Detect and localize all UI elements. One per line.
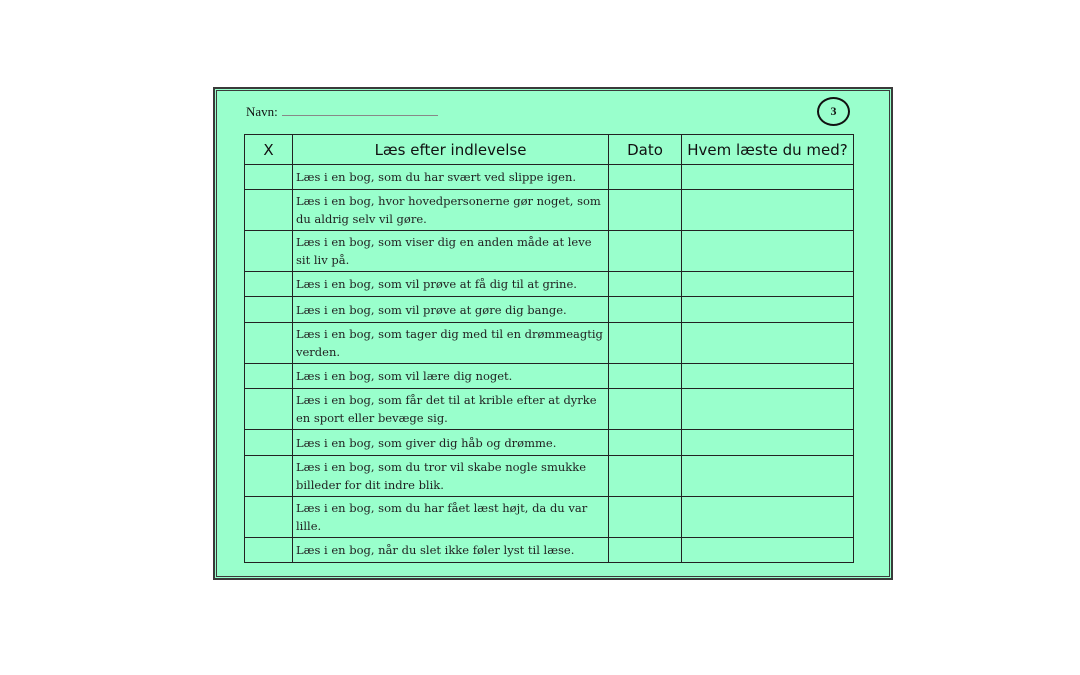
checkbox-cell[interactable] <box>245 231 293 272</box>
table-row <box>245 165 854 190</box>
date-cell[interactable] <box>609 364 682 389</box>
name-field <box>246 103 438 120</box>
date-cell[interactable] <box>609 165 682 190</box>
date-cell[interactable] <box>609 497 682 538</box>
date-cell[interactable] <box>609 456 682 497</box>
partner-cell[interactable] <box>682 430 854 456</box>
task-cell: Læs i en bog, som giver dig håb og drømme. <box>293 430 609 456</box>
date-cell[interactable] <box>609 231 682 272</box>
partner-cell[interactable] <box>682 389 854 430</box>
checkbox-cell[interactable] <box>245 364 293 389</box>
table-row <box>245 389 854 430</box>
task-cell: Læs i en bog, som viser dig en anden måde at leve sit liv på. <box>293 231 609 272</box>
checkbox-cell[interactable] <box>245 497 293 538</box>
date-cell[interactable] <box>609 297 682 323</box>
partner-cell[interactable] <box>682 538 854 563</box>
task-cell: Læs i en bog, som får det til at krible efter at dyrke en sport eller bevæge sig. <box>293 389 609 430</box>
table-header-row <box>245 135 854 165</box>
task-cell: Læs i en bog, hvor hovedpersonerne gør noget, som du aldrig selv vil gøre. <box>293 190 609 231</box>
date-cell[interactable] <box>609 190 682 231</box>
date-cell[interactable] <box>609 538 682 563</box>
checkbox-cell[interactable] <box>245 323 293 364</box>
checkbox-cell[interactable] <box>245 272 293 297</box>
checkbox-cell[interactable] <box>245 165 293 190</box>
name-input-line[interactable] <box>282 103 438 116</box>
task-cell: Læs i en bog, som du har svært ved slippe igen. <box>293 165 609 190</box>
partner-cell[interactable] <box>682 165 854 190</box>
partner-cell[interactable] <box>682 297 854 323</box>
checkbox-cell[interactable] <box>245 389 293 430</box>
task-cell: Læs i en bog, som vil prøve at få dig til at grine. <box>293 272 609 297</box>
partner-cell[interactable] <box>682 497 854 538</box>
task-cell: Læs i en bog, som du har fået læst højt, da du var lille. <box>293 497 609 538</box>
checkbox-cell[interactable] <box>245 430 293 456</box>
task-cell: Læs i en bog, når du slet ikke føler lyst til læse. <box>293 538 609 563</box>
table-row <box>245 430 854 456</box>
date-cell[interactable] <box>609 430 682 456</box>
column-header-date: Dato <box>609 135 682 165</box>
checkbox-cell[interactable] <box>245 538 293 563</box>
checkbox-cell[interactable] <box>245 297 293 323</box>
date-cell[interactable] <box>609 389 682 430</box>
table-row <box>245 497 854 538</box>
table-row <box>245 538 854 563</box>
column-header-task: Læs efter indlevelse <box>293 135 609 165</box>
table-row <box>245 323 854 364</box>
page-number: 3 <box>830 104 837 118</box>
table-row <box>245 456 854 497</box>
table-row <box>245 190 854 231</box>
task-cell: Læs i en bog, som du tror vil skabe nogle smukke billeder for dit indre blik. <box>293 456 609 497</box>
partner-cell[interactable] <box>682 190 854 231</box>
date-cell[interactable] <box>609 323 682 364</box>
partner-cell[interactable] <box>682 272 854 297</box>
name-label: Navn: <box>246 104 278 119</box>
partner-cell[interactable] <box>682 364 854 389</box>
task-cell: Læs i en bog, som vil prøve at gøre dig bange. <box>293 297 609 323</box>
checkbox-cell[interactable] <box>245 190 293 231</box>
task-cell: Læs i en bog, som tager dig med til en drømmeagtig verden. <box>293 323 609 364</box>
checkbox-cell[interactable] <box>245 456 293 497</box>
table-row <box>245 231 854 272</box>
date-cell[interactable] <box>609 272 682 297</box>
worksheet <box>213 87 893 580</box>
page-number-badge <box>817 97 850 126</box>
task-cell: Læs i en bog, som vil lære dig noget. <box>293 364 609 389</box>
partner-cell[interactable] <box>682 323 854 364</box>
reading-table <box>244 134 854 563</box>
partner-cell[interactable] <box>682 231 854 272</box>
partner-cell[interactable] <box>682 456 854 497</box>
table-row <box>245 364 854 389</box>
column-header-x: X <box>245 135 293 165</box>
column-header-partner: Hvem læste du med? <box>682 135 854 165</box>
table-row <box>245 297 854 323</box>
table-row <box>245 272 854 297</box>
